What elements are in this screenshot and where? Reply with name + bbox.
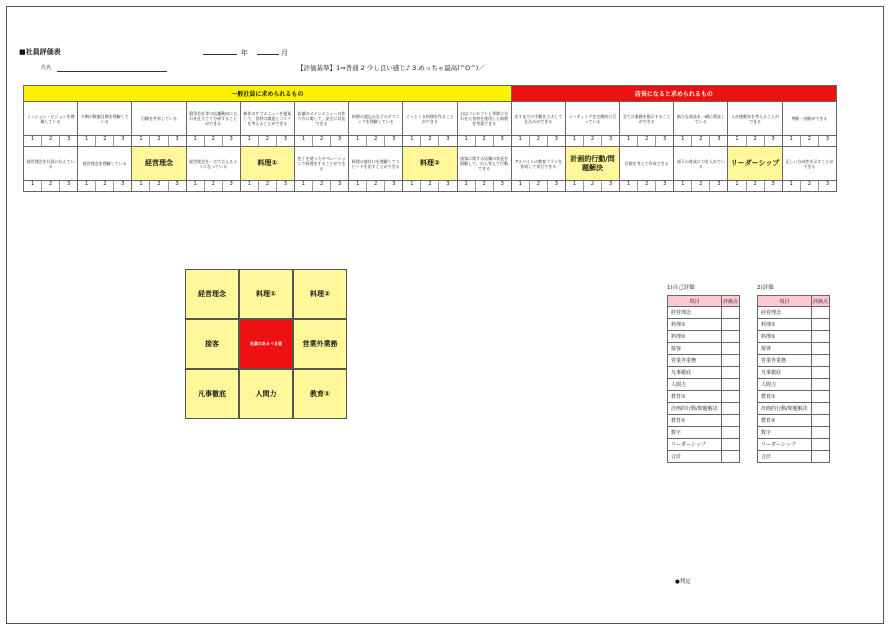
score-cell[interactable] bbox=[620, 181, 674, 192]
summary-item-label: 料理② bbox=[668, 331, 722, 343]
center-category-cell: 料理② bbox=[293, 269, 347, 319]
score-cell[interactable] bbox=[240, 136, 294, 147]
summary-item-label: 計画的行動/問題解決 bbox=[668, 403, 722, 415]
score-option[interactable]: 1 bbox=[295, 136, 313, 146]
score-option[interactable]: 3 bbox=[392, 136, 396, 142]
summary-item-label: 教育① bbox=[758, 391, 812, 403]
skill-cell: アルバイトの教育プランを作成して実行できる bbox=[511, 147, 565, 181]
score-cell[interactable] bbox=[132, 136, 186, 147]
summary-item-label: 教育② bbox=[668, 415, 722, 427]
score-option[interactable]: 2 bbox=[313, 181, 331, 191]
score-option[interactable]: 3 bbox=[500, 181, 504, 187]
summary-item-label: 接客 bbox=[668, 343, 722, 355]
score-option[interactable]: 1 bbox=[241, 136, 259, 146]
score-option[interactable]: 3 bbox=[121, 181, 125, 187]
score-option[interactable]: 2 bbox=[530, 136, 548, 146]
score-option[interactable]: 1 bbox=[566, 181, 584, 191]
summary-item-label: 教育① bbox=[668, 391, 722, 403]
center-category-cell: 経営理念 bbox=[185, 269, 239, 319]
summary-item-label: 凡事徹底 bbox=[758, 367, 812, 379]
score-cell[interactable] bbox=[349, 181, 403, 192]
summary-item-label: 教育② bbox=[758, 415, 812, 427]
summary-item-label: 経営理念 bbox=[758, 307, 812, 319]
score-option[interactable]: 1 bbox=[620, 181, 638, 191]
sheet-title: ■社員評価表 bbox=[19, 48, 61, 56]
score-option[interactable]: 3 bbox=[175, 181, 179, 187]
score-option[interactable]: 2 bbox=[259, 181, 277, 191]
score-cell[interactable] bbox=[782, 136, 836, 147]
score-cell[interactable] bbox=[132, 181, 186, 192]
summary-score-cell[interactable] bbox=[812, 439, 830, 451]
score-option[interactable]: 3 bbox=[338, 136, 342, 142]
score-option[interactable]: 2 bbox=[421, 181, 439, 191]
summary-item-label: 営業外業務 bbox=[668, 355, 722, 367]
skill-cell: 競争会社等の店舗動向に合わせ仕立てて分析することができる bbox=[186, 102, 240, 136]
score-option[interactable]: 1 bbox=[566, 136, 584, 146]
score-cell[interactable] bbox=[294, 136, 348, 147]
month-label: 月 bbox=[281, 49, 288, 57]
summary-score-cell[interactable] bbox=[812, 391, 830, 403]
summary-item-label: 料理① bbox=[758, 319, 812, 331]
summary-item-label: 計画的行動/問題解決 bbox=[758, 403, 812, 415]
summary-score-cell[interactable] bbox=[812, 379, 830, 391]
summary-item-label: 人間力 bbox=[668, 379, 722, 391]
score-option[interactable]: 1 bbox=[403, 181, 421, 191]
total-label: 合計 bbox=[758, 451, 812, 463]
center-category-cell: 料理① bbox=[239, 269, 293, 319]
score-option[interactable]: 1 bbox=[187, 181, 205, 191]
criteria-text: 【評価基準】1⇒普通 2 少し良い感じ♪ 3.めっちゃ最高(^O^)／ bbox=[297, 64, 485, 72]
score-option[interactable]: 3 bbox=[338, 181, 342, 187]
skill-cell: 料理の盛付けを理解してスピードを出すことができる bbox=[349, 147, 403, 181]
total-score-cell[interactable] bbox=[722, 451, 740, 463]
center-category-cell: 人間力 bbox=[239, 369, 293, 419]
summary-score-cell[interactable] bbox=[722, 415, 740, 427]
score-option[interactable]: 3 bbox=[283, 181, 287, 187]
score-option[interactable]: 2 bbox=[801, 136, 819, 146]
skill-cell: 判断・決断ができる bbox=[782, 102, 836, 136]
score-option[interactable]: 1 bbox=[24, 181, 42, 191]
score-option[interactable]: 1 bbox=[620, 136, 638, 146]
column-item-header: 項目 bbox=[668, 296, 722, 307]
column-score-header: 評価点 bbox=[812, 296, 830, 307]
score-option[interactable]: 2 bbox=[747, 181, 765, 191]
score-option[interactable]: 3 bbox=[554, 136, 558, 142]
year-field-line[interactable] bbox=[203, 54, 237, 55]
column-item-header: 項目 bbox=[758, 296, 812, 307]
summary-score-cell[interactable] bbox=[812, 355, 830, 367]
score-option[interactable]: 1 bbox=[512, 181, 530, 191]
score-cell[interactable] bbox=[457, 181, 511, 192]
score-option[interactable]: 2 bbox=[692, 136, 710, 146]
score-option[interactable]: 1 bbox=[132, 181, 150, 191]
score-option[interactable]: 3 bbox=[717, 136, 721, 142]
skill-cell: ミーティングを定期的に行っている bbox=[565, 102, 619, 136]
category-center-grid bbox=[185, 269, 347, 419]
score-option[interactable]: 2 bbox=[801, 181, 819, 191]
score-option[interactable]: 2 bbox=[638, 181, 656, 191]
score-option[interactable]: 3 bbox=[67, 136, 71, 142]
skill-cell: 包丁を使ったオペレーションで料理をすることができる bbox=[294, 147, 348, 181]
skill-cell bbox=[728, 147, 782, 181]
score-option[interactable]: 2 bbox=[42, 136, 60, 146]
score-cell[interactable] bbox=[78, 181, 132, 192]
score-cell[interactable] bbox=[349, 136, 403, 147]
skill-cell: 店舗のメインメニューの作り方に関して、安全に対応できる bbox=[294, 102, 348, 136]
summary-score-cell[interactable] bbox=[812, 343, 830, 355]
skill-cell: 部下の育成に力を入れている bbox=[674, 147, 728, 181]
score-cell[interactable] bbox=[728, 181, 782, 192]
name-field-line[interactable] bbox=[57, 71, 167, 72]
summary-score-cell[interactable] bbox=[812, 331, 830, 343]
skill-cell: 目標を共有している bbox=[132, 102, 186, 136]
score-option[interactable]: 3 bbox=[121, 136, 125, 142]
score-option[interactable]: 1 bbox=[132, 136, 150, 146]
summary-score-cell[interactable] bbox=[722, 439, 740, 451]
score-option[interactable]: 1 bbox=[78, 181, 96, 191]
score-option[interactable]: 3 bbox=[446, 181, 450, 187]
score-option[interactable]: 1 bbox=[458, 136, 476, 146]
skill-cell: 新たな商品を一緒に開発している bbox=[674, 102, 728, 136]
score-option[interactable]: 3 bbox=[608, 136, 613, 142]
judgement-label: ●判定 bbox=[675, 579, 691, 585]
skill-cell: 経営理念を理解している bbox=[78, 147, 132, 181]
skill-cell: ミッション・ビジョンを理解している bbox=[24, 102, 78, 136]
summary-score-cell[interactable] bbox=[722, 307, 740, 319]
score-option[interactable]: 2 bbox=[150, 136, 168, 146]
score-option[interactable]: 2 bbox=[421, 136, 439, 146]
summary-item-label: 人間力 bbox=[758, 379, 812, 391]
score-option[interactable]: 1 bbox=[783, 181, 801, 191]
score-option[interactable]: 3 bbox=[771, 136, 775, 142]
score-option[interactable]: 3 bbox=[67, 181, 71, 187]
summary-score-cell[interactable] bbox=[812, 307, 830, 319]
skill-cell: 新作のサブメニューを提案して、食材の調達とコストを考えることができる bbox=[240, 102, 294, 136]
score-option[interactable]: 1 bbox=[241, 181, 259, 191]
skill-cell: 経営理念を一言で言えるようになっている bbox=[186, 147, 240, 181]
center-category-cell: 社員のあるべき姿 bbox=[239, 319, 293, 369]
summary-item-label: 営業外業務 bbox=[758, 355, 812, 367]
score-option[interactable]: 2 bbox=[530, 181, 548, 191]
summary-item-label: 数字 bbox=[758, 427, 812, 439]
score-cell[interactable] bbox=[186, 136, 240, 147]
evaluation-table-title: 2)評価 bbox=[757, 285, 774, 291]
skill-cell: ぐっとくる料理を作ることができる bbox=[403, 102, 457, 136]
total-label: 合計 bbox=[668, 451, 722, 463]
score-option[interactable]: 2 bbox=[96, 136, 114, 146]
summary-item-label: リーダーシップ bbox=[668, 439, 722, 451]
skill-grid bbox=[23, 85, 837, 192]
score-option[interactable]: 1 bbox=[512, 136, 530, 146]
summary-item-label: 料理① bbox=[668, 319, 722, 331]
score-option[interactable]: 2 bbox=[747, 136, 765, 146]
score-cell[interactable] bbox=[511, 181, 565, 192]
summary-score-cell[interactable] bbox=[812, 403, 830, 415]
score-cell[interactable] bbox=[782, 181, 836, 192]
center-category-cell: 凡事徹底 bbox=[185, 369, 239, 419]
center-category-cell: 接客 bbox=[185, 319, 239, 369]
score-option[interactable]: 1 bbox=[349, 181, 367, 191]
skill-cell: 目標を考えて作成できる bbox=[620, 147, 674, 181]
summary-score-cell[interactable] bbox=[722, 319, 740, 331]
score-cell[interactable] bbox=[403, 181, 457, 192]
score-option[interactable]: 1 bbox=[24, 136, 42, 146]
score-option[interactable]: 2 bbox=[259, 136, 277, 146]
score-option[interactable]: 1 bbox=[403, 136, 421, 146]
score-option[interactable]: 3 bbox=[663, 136, 667, 142]
score-option[interactable]: 3 bbox=[392, 181, 396, 187]
score-option[interactable]: 1 bbox=[728, 136, 746, 146]
summary-score-cell[interactable] bbox=[812, 367, 830, 379]
score-cell[interactable] bbox=[511, 136, 565, 147]
score-option[interactable]: 3 bbox=[283, 136, 287, 142]
score-cell[interactable] bbox=[457, 136, 511, 147]
skill-cell: 全ての業務を指示することができる bbox=[620, 102, 674, 136]
score-option[interactable]: 3 bbox=[825, 136, 830, 142]
skill-cell: 接客に関する店舗の状況を理解して、自ら考えて行動できる bbox=[457, 147, 511, 181]
summary-score-cell[interactable] bbox=[722, 331, 740, 343]
summary-score-cell[interactable] bbox=[722, 391, 740, 403]
score-option[interactable]: 2 bbox=[96, 181, 114, 191]
skill-cell: 自店コンセプトと季節に合わせた食材を使用した料理を考案できる bbox=[457, 102, 511, 136]
skill-cell: 入社後数年を考えることができる bbox=[728, 102, 782, 136]
self-evaluation-table-title: 1)自己評価 bbox=[667, 285, 695, 291]
summary-item-label: 経営理念 bbox=[668, 307, 722, 319]
score-option[interactable]: 3 bbox=[229, 136, 233, 142]
summary-item-label: 凡事徹底 bbox=[668, 367, 722, 379]
self-evaluation-table bbox=[667, 295, 740, 463]
skill-cell bbox=[403, 147, 457, 181]
score-option[interactable]: 2 bbox=[367, 181, 385, 191]
summary-score-cell[interactable] bbox=[812, 427, 830, 439]
score-option[interactable]: 3 bbox=[500, 136, 504, 142]
summary-score-cell[interactable] bbox=[812, 319, 830, 331]
score-option[interactable]: 1 bbox=[674, 181, 692, 191]
score-option[interactable]: 2 bbox=[205, 136, 223, 146]
manager-band: 店長になると求められるもの bbox=[511, 86, 836, 102]
summary-score-cell[interactable] bbox=[722, 427, 740, 439]
name-label: 氏名 bbox=[41, 65, 52, 71]
score-option[interactable]: 2 bbox=[313, 136, 331, 146]
score-option[interactable]: 2 bbox=[205, 181, 223, 191]
category-label: 料理② bbox=[419, 159, 440, 168]
summary-item-label: 数字 bbox=[668, 427, 722, 439]
category-label: 計画的行動/問題解決 bbox=[570, 154, 615, 172]
score-option[interactable]: 1 bbox=[295, 181, 313, 191]
evaluation-sheet bbox=[6, 6, 884, 624]
skill-cell bbox=[132, 147, 186, 181]
center-category-cell: 教育① bbox=[293, 369, 347, 419]
category-label: リーダーシップ bbox=[730, 159, 780, 168]
score-option[interactable]: 2 bbox=[150, 181, 168, 191]
score-cell[interactable] bbox=[403, 136, 457, 147]
score-option[interactable]: 3 bbox=[608, 181, 613, 187]
score-option[interactable]: 2 bbox=[476, 181, 494, 191]
general-staff-band: 一般社員に求められるもの bbox=[24, 86, 512, 102]
center-category-cell: 営業外業務 bbox=[293, 319, 347, 369]
summary-score-cell[interactable] bbox=[722, 403, 740, 415]
score-option[interactable]: 1 bbox=[187, 136, 205, 146]
score-option[interactable]: 1 bbox=[783, 136, 801, 146]
score-cell[interactable] bbox=[186, 181, 240, 192]
score-option[interactable]: 3 bbox=[554, 181, 558, 187]
score-cell[interactable] bbox=[294, 181, 348, 192]
score-option[interactable]: 3 bbox=[717, 181, 721, 187]
score-option[interactable]: 2 bbox=[42, 181, 60, 191]
score-option[interactable]: 2 bbox=[584, 181, 602, 191]
score-option[interactable]: 1 bbox=[349, 136, 367, 146]
score-option[interactable]: 1 bbox=[78, 136, 96, 146]
column-score-header: 評価点 bbox=[722, 296, 740, 307]
score-cell[interactable] bbox=[24, 136, 78, 147]
summary-score-cell[interactable] bbox=[722, 379, 740, 391]
score-option[interactable]: 2 bbox=[584, 136, 602, 146]
skill-cell: 経営理念を社員に伝えている bbox=[24, 147, 78, 181]
score-cell[interactable] bbox=[674, 136, 728, 147]
summary-score-cell[interactable] bbox=[722, 367, 740, 379]
summary-score-cell[interactable] bbox=[812, 415, 830, 427]
summary-item-label: 接客 bbox=[758, 343, 812, 355]
score-option[interactable]: 3 bbox=[446, 136, 450, 142]
score-cell[interactable] bbox=[674, 181, 728, 192]
score-cell[interactable] bbox=[78, 136, 132, 147]
category-label: 経営理念 bbox=[144, 159, 173, 168]
year-label: 年 bbox=[241, 49, 248, 57]
summary-item-label: 料理② bbox=[758, 331, 812, 343]
skill-cell: 正しい方向性を示すことができる bbox=[782, 147, 836, 181]
skill-cell: 出すまでの手順を工夫して仕込みができる bbox=[511, 102, 565, 136]
score-cell[interactable] bbox=[240, 181, 294, 192]
skill-cell bbox=[240, 147, 294, 181]
score-option[interactable]: 1 bbox=[458, 181, 476, 191]
skill-cell bbox=[565, 147, 619, 181]
summary-item-label: リーダーシップ bbox=[758, 439, 812, 451]
total-score-cell[interactable] bbox=[812, 451, 830, 463]
score-option[interactable]: 1 bbox=[674, 136, 692, 146]
category-label: 料理① bbox=[257, 159, 278, 168]
score-option[interactable]: 2 bbox=[692, 181, 710, 191]
score-option[interactable]: 2 bbox=[638, 136, 656, 146]
skill-cell: 料理の盛込みなどのテクニックを理解している bbox=[349, 102, 403, 136]
score-option[interactable]: 3 bbox=[229, 181, 233, 187]
evaluation-table bbox=[757, 295, 830, 463]
score-cell[interactable] bbox=[620, 136, 674, 147]
score-option[interactable]: 3 bbox=[771, 181, 775, 187]
score-option[interactable]: 3 bbox=[175, 136, 179, 142]
score-cell[interactable] bbox=[728, 136, 782, 147]
score-cell[interactable] bbox=[565, 136, 619, 147]
score-option[interactable]: 3 bbox=[663, 181, 667, 187]
score-option[interactable]: 1 bbox=[728, 181, 746, 191]
score-option[interactable]: 3 bbox=[825, 181, 830, 187]
summary-score-cell[interactable] bbox=[722, 343, 740, 355]
score-option[interactable]: 2 bbox=[367, 136, 385, 146]
summary-score-cell[interactable] bbox=[722, 355, 740, 367]
month-field-line[interactable] bbox=[257, 54, 279, 55]
score-option[interactable]: 2 bbox=[476, 136, 494, 146]
score-cell[interactable] bbox=[24, 181, 78, 192]
skill-cell: 今期の数値目標を理解している bbox=[78, 102, 132, 136]
score-cell[interactable] bbox=[565, 181, 619, 192]
